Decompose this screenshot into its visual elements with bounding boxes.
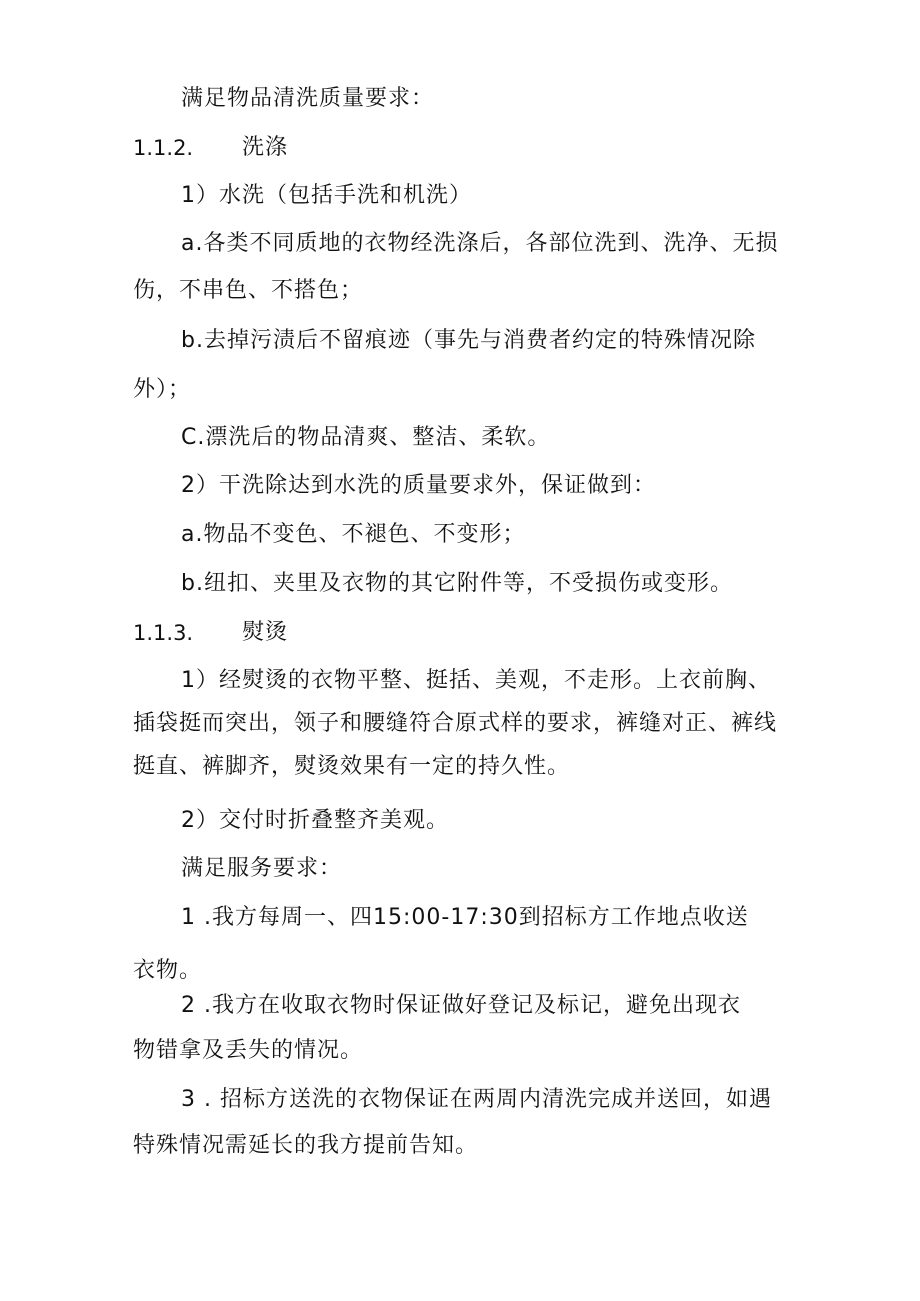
section-title-ironing: 熨烫 xyxy=(242,620,289,645)
dry-item-b: b.纽扣、夹里及衣物的其它附件等，不受损伤或变形。 xyxy=(181,571,733,596)
section-number-1-1-3: 1.1.3. xyxy=(133,621,194,645)
section-title-washing: 洗涤 xyxy=(242,135,289,160)
iron-item-1-line2: 插袋挺而突出，领子和腰缝符合原式样的要求，裤缝对正、裤线 xyxy=(133,711,778,736)
dry-item-a: a.物品不变色、不褪色、不变形； xyxy=(181,522,526,547)
iron-item-1-line3: 挺直、裤脚齐，熨烫效果有一定的持久性。 xyxy=(133,754,571,779)
wash-item-b-line2: 外）； xyxy=(133,377,192,402)
service-item-3-line2: 特殊情况需延长的我方提前告知。 xyxy=(133,1133,479,1158)
wash-item-a-line2: 伤，不串色、不搭色； xyxy=(133,278,364,303)
wash-item-a-line1: a.各类不同质地的衣物经洗涤后，各部位洗到、洗净、无损 xyxy=(181,231,779,256)
service-item-3-line1: 3 . 招标方送洗的衣物保证在两周内清洗完成并送回，如遇 xyxy=(181,1087,772,1112)
service-item-2-line2: 物错拿及丢失的情况。 xyxy=(133,1038,364,1063)
iron-item-1-line1: 1）经熨烫的衣物平整、挺括、美观，不走形。上衣前胸、 xyxy=(181,668,771,693)
wash-item-b-line1: b.去掉污渍后不留痕迹（事先与消费者约定的特殊情况除 xyxy=(181,328,756,353)
section-number-1-1-2: 1.1.2. xyxy=(133,136,194,160)
service-item-1-line2: 衣物。 xyxy=(133,958,203,983)
intro-service: 满足服务要求： xyxy=(181,856,343,881)
dry-heading: 2）干洗除达到水洗的质量要求外，保证做到： xyxy=(181,473,656,498)
service-item-2-line1: 2 .我方在收取衣物时保证做好登记及标记，避免出现衣 xyxy=(181,993,741,1018)
iron-item-2: 2）交付时折叠整齐美观。 xyxy=(181,808,449,833)
service-item-1-line1: 1 .我方每周一、四15:00-17:30到招标方工作地点收送 xyxy=(181,905,749,930)
intro-quality: 满足物品清洗质量要求： xyxy=(181,86,435,111)
wash-item-c: C.漂洗后的物品清爽、整洁、柔软。 xyxy=(181,425,551,450)
wash-heading: 1）水洗（包括手洗和机洗） xyxy=(181,183,472,208)
